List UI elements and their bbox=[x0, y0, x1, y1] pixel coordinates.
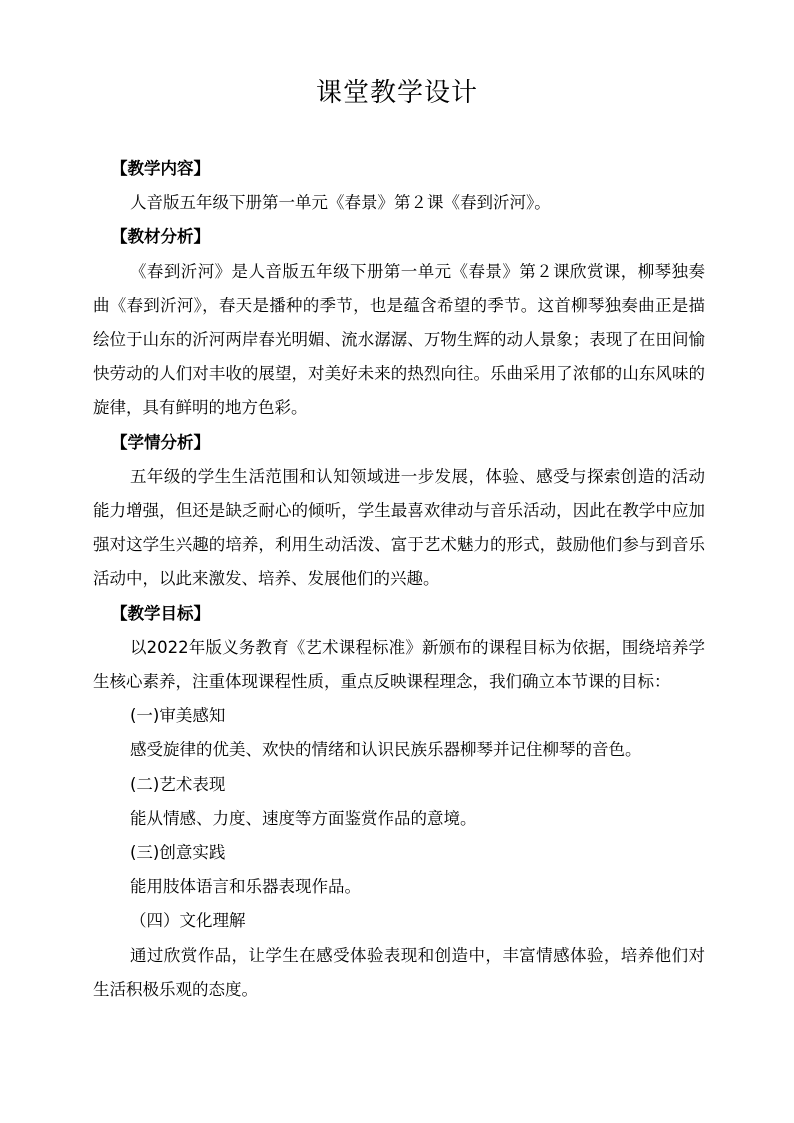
goal-label-practice: (三)创意实践 bbox=[130, 843, 226, 863]
heading-material-analysis: 【教材分析】 bbox=[111, 227, 210, 247]
student-analysis-text: 五年级的学生生活范围和认知领域进一步发展，体验、感受与探索创造的活动能力增强，但还是缺乏耐心的倾听，学生最喜欢律动与音乐活动，因此在教学中应加强对这学生兴趣的培养，利用生动活泼、富于艺术魅力的形式，鼓励他们参与到音乐活动中，以此来激发、培养、发展他们的兴趣。 bbox=[93, 466, 705, 589]
goal-text-practice: 能用肢体语言和乐器表现作品。 bbox=[130, 877, 361, 897]
page-title: 课堂教学设计 bbox=[315, 78, 478, 108]
teaching-goals-intro: 以2022年版义务教育《艺术课程标准》新颁布的课程目标为依据，围绕培养学生核心素养，注重体现课程性质，重点反映课程理念，我们确立本节课的目标： bbox=[93, 637, 705, 692]
goal-text-expression: 能从情感、力度、速度等方面鉴赏作品的意境。 bbox=[130, 808, 477, 828]
teaching-content-text: 人音版五年级下册第一单元《春景》第２课《春到沂河》。 bbox=[130, 193, 551, 213]
heading-teaching-goals: 【教学目标】 bbox=[111, 603, 210, 623]
goal-text-culture: 通过欣赏作品，让学生在感受体验表现和创造中，丰富情感体验，培养他们对生活积极乐观的态度。 bbox=[93, 945, 705, 999]
goal-label-expression: (二)艺术表现 bbox=[130, 774, 226, 794]
document-body bbox=[93, 152, 705, 1007]
goal-label-culture: （四）文化理解 bbox=[130, 911, 246, 931]
heading-teaching-content: 【教学内容】 bbox=[111, 159, 210, 178]
heading-student-analysis: 【学情分析】 bbox=[111, 432, 210, 452]
goal-label-aesthetic: (一)审美感知 bbox=[130, 706, 226, 726]
material-analysis-text: 《春到沂河》是人音版五年级下册第一单元《春景》第２课欣赏课，柳琴独奏曲《春到沂河》，春天是播种的季节，也是蕴含希望的季节。这首柳琴独奏曲正是描绘位于山东的沂河两岸春光明媚、流水潺潺、万物生辉的动人景象；表现了在田间愉快劳动的人们对丰收的展望，对美好未来的热烈向往。乐曲采用了浓郁的山东风味的旋律，具有鲜明的地方色彩。 bbox=[93, 261, 705, 418]
goal-text-aesthetic: 感受旋律的优美、欢快的情绪和认识民族乐器柳琴并记住柳琴的音色。 bbox=[130, 740, 642, 760]
